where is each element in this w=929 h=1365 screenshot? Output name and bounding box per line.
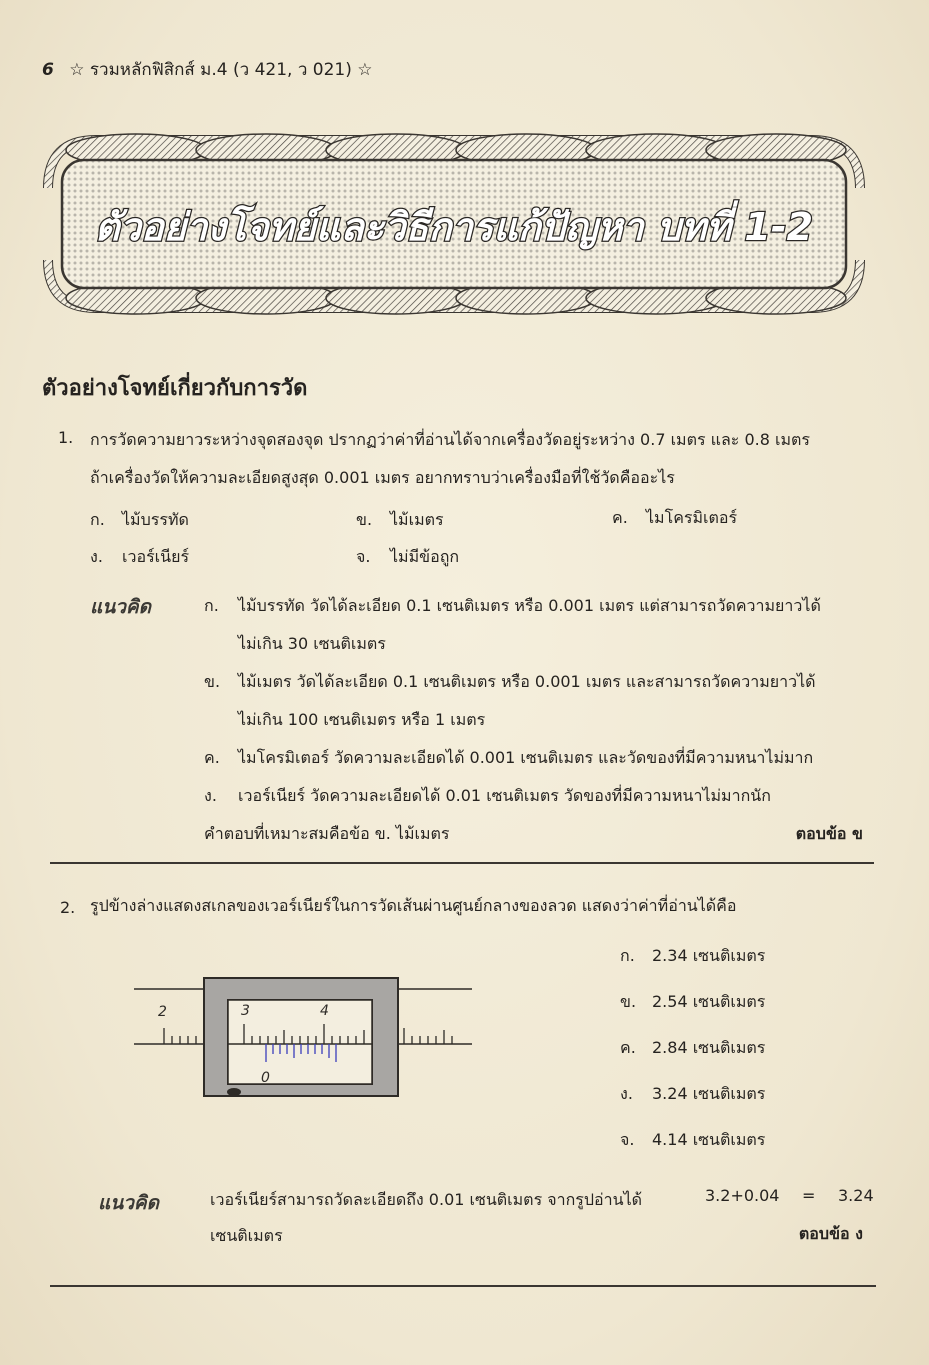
q2-calc-result: 3.24 [838,1186,874,1205]
q1-expl-label-b: ข. [204,672,221,691]
q2-choice-label-e: จ. [620,1130,635,1149]
q2-choice-label-d: ง. [620,1084,633,1103]
q1-answer: ตอบข้อ ข [795,824,863,843]
q1-expl-label-a: ก. [204,596,219,615]
q2-choice-text-e: 4.14 เซนติเมตร [652,1130,766,1149]
vernier-scale-diagram [134,972,472,1102]
q2-choice-text-b: 2.54 เซนติเมตร [652,992,766,1011]
q2-choice-text-d: 3.24 เซนติเมตร [652,1084,766,1103]
q1-choice-label-e: จ. [356,547,371,566]
q2-explanation-line1: เวอร์เนียร์สามารถวัดละเอียดถึง 0.01 เซนติเมตร จากรูปอ่านได้ [210,1190,643,1209]
main-scale-label-4: 4 [320,1003,329,1019]
q1-choice-label-d: ง. [90,547,103,566]
q1-number: 1. [58,428,74,447]
q2-choice-text-a: 2.34 เซนติเมตร [652,946,766,965]
q1-choice-label-c: ค. [612,508,628,527]
q1-choice-label-a: ก. [90,510,105,529]
q1-expl-d-line1: เวอร์เนียร์ วัดความละเอียดได้ 0.01 เซนติเมตร วัดของที่มีความหนาไม่มากนัก [238,786,771,805]
q2-choice-label-c: ค. [620,1038,636,1057]
q2-hint-label: แนวคิด [98,1192,159,1214]
lock-screw-icon [227,1088,241,1096]
banner-title: ตัวอย่างโจทย์และวิธีการแก้ปัญหา บทที่ 1-2 [94,205,814,249]
q1-choice-text-d: เวอร์เนียร์ [122,547,190,566]
q1-conclusion: คำตอบที่เหมาะสมคือข้อ ข. ไม้เมตร [204,824,450,843]
page-number: 6 [42,60,54,80]
q1-choice-text-c: ไมโครมิเตอร์ [646,508,738,527]
q2-choice-label-a: ก. [620,946,635,965]
q1-choice-text-a: ไม้บรรทัด [122,510,189,529]
q1-hint-label: แนวคิด [90,596,151,618]
q1-expl-b-line2: ไม่เกิน 100 เซนติเมตร หรือ 1 เมตร [238,710,486,729]
q2-choice-label-b: ข. [620,992,637,1011]
main-scale-label-2: 2 [158,1004,167,1020]
q1-expl-a-line1: ไม้บรรทัด วัดได้ละเอียด 0.1 เซนติเมตร หรือ 0.001 เมตร แต่สามารถวัดความยาวได้ [238,596,821,615]
q1-expl-b-line1: ไม้เมตร วัดได้ละเอียด 0.1 เซนติเมตร หรือ 0.001 เมตร และสามารถวัดความยาวได้ [238,672,816,691]
q1-expl-label-d: ง. [204,786,217,805]
section-title: ตัวอย่างโจทย์เกี่ยวกับการวัด [42,376,308,401]
q2-choice-text-c: 2.84 เซนติเมตร [652,1038,766,1057]
q1-choice-label-b: ข. [356,510,373,529]
q2-calc-expression: 3.2+0.04 [705,1186,780,1205]
running-title: ☆ รวมหลักฟิสิกส์ ม.4 (ว 421, ว 021) ☆ [69,60,373,80]
main-scale-label-3: 3 [241,1003,250,1019]
q2-stem: รูปข้างล่างแสดงสเกลของเวอร์เนียร์ในการวัดเส้นผ่านศูนย์กลางของลวด แสดงว่าค่าที่อ่านได้คือ [90,896,737,915]
section-divider-1 [50,862,874,864]
q1-stem-line2: ถ้าเครื่องวัดให้ความละเอียดสูงสุด 0.001 เมตร อยากทราบว่าเครื่องมือที่ใช้วัดคืออะไร [90,468,675,487]
q2-calc-equals: = [802,1186,816,1205]
chapter-banner [36,128,872,320]
running-header [42,56,373,83]
q1-expl-a-line2: ไม่เกิน 30 เซนติเมตร [238,634,386,653]
q1-choice-text-e: ไม่มีข้อถูก [390,547,460,566]
q1-stem-line1: การวัดความยาวระหว่างจุดสองจุด ปรากฏว่าค่าที่อ่านได้จากเครื่องวัดอยู่ระหว่าง 0.7 เมตร และ 0.8 เมตร [90,430,810,449]
section-divider-2 [50,1285,876,1287]
q1-choice-text-b: ไม้เมตร [390,510,444,529]
q1-expl-label-c: ค. [204,748,220,767]
q1-expl-c-line1: ไมโครมิเตอร์ วัดความละเอียดได้ 0.001 เซนติเมตร และวัดของที่มีความหนาไม่มาก [238,748,814,767]
vernier-scale-label-0: 0 [261,1070,270,1086]
q2-explanation-line2: เซนติเมตร [210,1226,283,1245]
q2-answer: ตอบข้อ ง [798,1224,863,1243]
q2-number: 2. [60,898,76,917]
